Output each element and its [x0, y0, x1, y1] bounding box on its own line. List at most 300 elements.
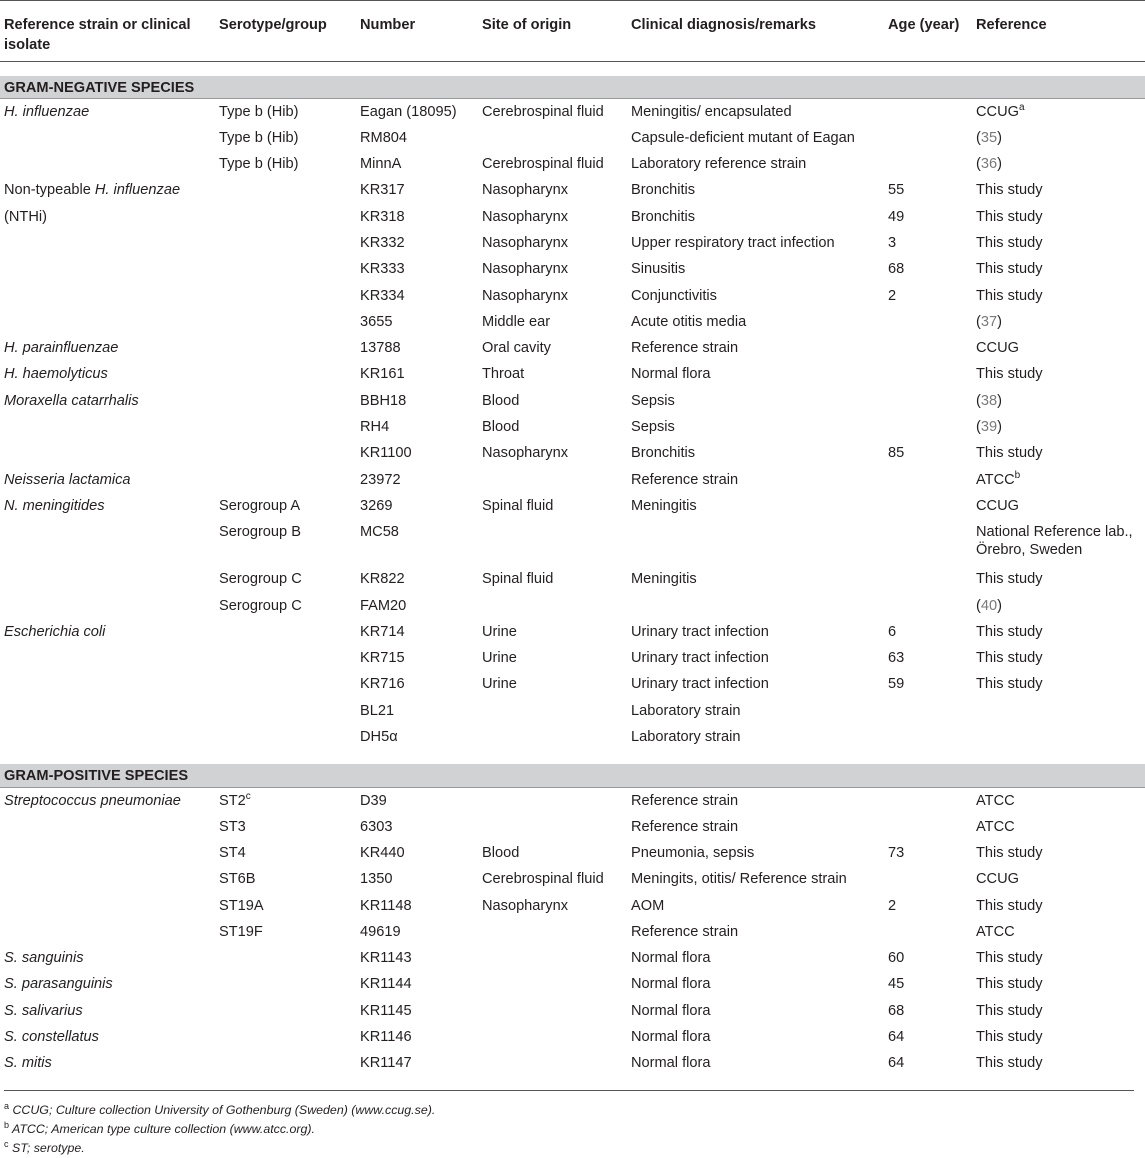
cell-reference	[972, 493, 1145, 519]
cell-site	[478, 919, 627, 945]
reference-text: This study	[976, 1002, 1043, 1019]
cell-site: Spinal fluid	[482, 497, 554, 514]
cell-site: Blood	[482, 419, 520, 436]
table-row	[0, 204, 1145, 230]
cell-number: RH4	[360, 419, 390, 436]
table-row	[0, 787, 1145, 813]
cell-age	[884, 151, 972, 177]
table-row	[0, 671, 1145, 697]
cell-reference	[972, 698, 1145, 724]
cell-age: 60	[888, 950, 905, 967]
cell-diagnosis: Conjunctivitis	[631, 287, 717, 304]
cell-reference	[972, 256, 1145, 282]
table-row	[0, 593, 1145, 619]
serotype-text: Type b (Hib)	[219, 129, 299, 146]
cell-age	[884, 698, 972, 724]
reference-text: This study	[976, 445, 1043, 462]
cell-number: KR333	[360, 261, 405, 278]
footnote-mark: c	[245, 790, 251, 802]
cell-age	[884, 593, 972, 619]
cell-age: 45	[888, 976, 905, 993]
cell-serotype	[215, 945, 356, 971]
serotype-text: Serogroup B	[219, 524, 301, 541]
cell-serotype	[215, 519, 356, 566]
reference-text: ATCC	[976, 923, 1015, 940]
table-row	[0, 971, 1145, 997]
cell-age	[884, 866, 972, 892]
cell-number: 23972	[360, 471, 401, 488]
cell-age: 6	[888, 623, 897, 640]
table-row	[0, 893, 1145, 919]
cell-serotype	[215, 414, 356, 440]
cell-reference	[972, 971, 1145, 997]
cell-serotype	[215, 335, 356, 361]
cell-reference	[972, 998, 1145, 1024]
serotype-text: ST2	[219, 792, 246, 809]
cell-serotype	[215, 309, 356, 335]
serotype-text: ST3	[219, 818, 246, 835]
cell-age: 68	[888, 261, 905, 278]
cell-reference	[972, 671, 1145, 697]
reference-text: This study	[976, 1029, 1043, 1045]
cell-reference: (39)	[976, 419, 1002, 436]
header-site: Site of origin	[478, 1, 627, 62]
cell-number: KR1146	[360, 1029, 412, 1045]
serotype-text: Serogroup A	[219, 497, 301, 514]
cell-age: 55	[888, 182, 905, 199]
cell-diagnosis: Reference strain	[631, 923, 739, 940]
cell-site: Nasopharynx	[482, 897, 568, 914]
cell-diagnosis: Normal flora	[631, 1029, 711, 1045]
table-row	[0, 1050, 1145, 1076]
strain-name: H. influenzae	[94, 182, 181, 199]
cell-reference	[972, 893, 1145, 919]
header-diagnosis: Clinical diagnosis/remarks	[627, 1, 884, 62]
table-row	[0, 125, 1145, 151]
cell-serotype	[215, 998, 356, 1024]
cell-number: KR440	[360, 844, 405, 861]
header-number: Number	[356, 1, 478, 62]
reference-text: This study	[976, 897, 1043, 914]
cell-number: BBH18	[360, 392, 407, 409]
table-row	[0, 177, 1145, 203]
cell-site: Nasopharynx	[482, 208, 568, 225]
cell-site	[478, 971, 627, 997]
strain-name: H. haemolyticus	[4, 366, 108, 383]
cell-age	[884, 99, 972, 125]
cell-number: KR1148	[360, 897, 412, 914]
table-row	[0, 493, 1145, 519]
cell-serotype	[215, 283, 356, 309]
cell-serotype	[215, 177, 356, 203]
footnote	[4, 1139, 1134, 1158]
table-row	[0, 1024, 1145, 1050]
reference-text: CCUG	[976, 871, 1019, 888]
cell-site	[478, 519, 627, 566]
cell-number: 49619	[360, 923, 401, 940]
reference-text: This study	[976, 287, 1043, 304]
table-row	[0, 283, 1145, 309]
table-row	[0, 440, 1145, 466]
cell-diagnosis: Pneumonia, sepsis	[631, 844, 755, 861]
reference-text-line2: Örebro, Sweden	[976, 542, 1083, 559]
table-row	[0, 151, 1145, 177]
cell-strain	[0, 671, 215, 697]
cell-number: KR715	[360, 650, 405, 667]
reference-text: This study	[976, 234, 1043, 251]
cell-number: KR334	[360, 287, 405, 304]
reference-text: This study	[976, 366, 1043, 383]
table-row	[0, 645, 1145, 671]
cell-site: Urine	[482, 650, 517, 667]
cell-number: MC58	[360, 524, 399, 541]
section-row	[0, 76, 1145, 99]
strain-name: H. influenzae	[4, 104, 90, 120]
table-row	[0, 519, 1145, 566]
footnote-text: ATCC; American type culture collection (www.atcc.org).	[9, 1122, 315, 1136]
header-strain: Reference strain or clinical isolate	[0, 1, 215, 62]
strain-name: S. mitis	[4, 1055, 52, 1072]
cell-reference	[972, 1024, 1145, 1050]
reference-link[interactable]: 35	[980, 129, 998, 146]
cell-serotype	[215, 814, 356, 840]
cell-number: 1350	[360, 871, 393, 888]
reference-text: This study	[976, 623, 1043, 640]
cell-strain	[0, 1024, 215, 1050]
cell-serotype	[215, 1050, 356, 1076]
cell-number: 3269	[360, 497, 393, 514]
cell-serotype	[215, 645, 356, 671]
cell-strain	[0, 619, 215, 645]
serotype-text: ST19F	[219, 923, 263, 940]
table-row	[0, 814, 1145, 840]
cell-number: KR317	[360, 182, 405, 199]
cell-strain	[0, 787, 215, 813]
cell-strain	[0, 151, 215, 177]
strain-prefix: Non-typeable	[4, 182, 95, 199]
cell-site	[478, 1024, 627, 1050]
section-spacer	[0, 62, 1145, 76]
cell-reference	[972, 361, 1145, 387]
cell-diagnosis: Normal flora	[631, 366, 711, 383]
cell-number: KR1147	[360, 1055, 412, 1072]
cell-serotype	[215, 388, 356, 414]
footnote	[4, 1101, 1134, 1120]
cell-reference	[972, 519, 1145, 566]
cell-serotype	[215, 919, 356, 945]
cell-serotype	[215, 698, 356, 724]
footnote-mark: b	[4, 1119, 10, 1130]
cell-reference	[972, 204, 1145, 230]
cell-serotype	[215, 893, 356, 919]
reference-text: This study	[976, 208, 1043, 225]
cell-number: KR822	[360, 571, 405, 588]
reference-text: This study	[976, 844, 1043, 861]
cell-number: Eagan (18095)	[360, 104, 457, 120]
cell-reference	[972, 177, 1145, 203]
cell-strain	[0, 919, 215, 945]
header-age: Age (year)	[884, 1, 972, 62]
reference-link[interactable]: 38	[980, 392, 998, 409]
cell-strain	[0, 945, 215, 971]
cell-number: KR332	[360, 234, 405, 251]
cell-reference	[972, 945, 1145, 971]
table-end-spacer	[0, 1077, 1145, 1083]
cell-strain	[0, 177, 215, 203]
cell-strain	[0, 698, 215, 724]
section-spacer	[0, 750, 1145, 764]
footnote	[4, 1120, 1134, 1139]
table-row	[0, 840, 1145, 866]
cell-serotype	[215, 840, 356, 866]
cell-number: KR714	[360, 623, 405, 640]
cell-strain	[0, 814, 215, 840]
cell-site	[478, 467, 627, 493]
reference-text: National Reference lab.,	[976, 524, 1133, 541]
table-row	[0, 335, 1145, 361]
cell-serotype	[215, 593, 356, 619]
cell-site: Nasopharynx	[482, 234, 568, 251]
table-row	[0, 619, 1145, 645]
cell-reference: (36)	[976, 156, 1002, 173]
header-serotype: Serotype/group	[215, 1, 356, 62]
serotype-text: Type b (Hib)	[219, 156, 299, 173]
cell-diagnosis: Capsule-deficient mutant of Eagan	[631, 129, 855, 146]
cell-serotype	[215, 724, 356, 750]
reference-link[interactable]: 36	[980, 156, 998, 173]
cell-site: Blood	[482, 392, 520, 409]
cell-number: KR1145	[360, 1002, 412, 1019]
table-row	[0, 724, 1145, 750]
cell-reference	[972, 619, 1145, 645]
cell-serotype	[215, 619, 356, 645]
cell-age	[884, 414, 972, 440]
cell-strain	[0, 204, 215, 230]
footnote-mark: b	[1014, 469, 1021, 481]
cell-strain	[0, 388, 215, 414]
cell-number: MinnA	[360, 156, 402, 173]
table-row	[0, 866, 1145, 892]
cell-serotype	[215, 151, 356, 177]
cell-number: DH5α	[360, 729, 398, 746]
cell-serotype	[215, 866, 356, 892]
cell-strain	[0, 414, 215, 440]
cell-number: BL21	[360, 702, 395, 719]
cell-age	[884, 467, 972, 493]
footnote-text: CCUG; Culture collection University of Gothenburg (Sweden) (www.ccug.se).	[9, 1103, 436, 1117]
reference-text: This study	[976, 1055, 1043, 1072]
cell-site	[478, 814, 627, 840]
cell-strain	[0, 519, 215, 566]
cell-strain	[0, 230, 215, 256]
cell-age	[884, 493, 972, 519]
cell-reference	[972, 814, 1145, 840]
cell-age: 2	[888, 897, 897, 914]
serotype-text: Serogroup C	[219, 571, 302, 588]
cell-site	[478, 698, 627, 724]
strain-name: S. constellatus	[4, 1029, 99, 1045]
table-row	[0, 919, 1145, 945]
table-row	[0, 566, 1145, 592]
reference-text: CCUG	[976, 497, 1019, 514]
table-row	[0, 361, 1145, 387]
section-row	[0, 764, 1145, 787]
table-row	[0, 230, 1145, 256]
cell-number: KR1144	[360, 976, 412, 993]
cell-site	[478, 125, 627, 151]
cell-age	[884, 361, 972, 387]
cell-diagnosis: Sepsis	[631, 392, 675, 409]
cell-site: Cerebrospinal fluid	[482, 156, 604, 173]
footnote-text: ST; serotype.	[8, 1141, 85, 1155]
cell-site	[478, 1050, 627, 1076]
reference-text: CCUG	[976, 340, 1019, 357]
cell-site: Throat	[482, 366, 525, 383]
cell-serotype	[215, 440, 356, 466]
cell-age: 64	[888, 1055, 905, 1072]
strain-abbrev: (NTHi)	[4, 208, 47, 225]
table-header	[0, 1, 1145, 62]
cell-diagnosis: Meningits, otitis/ Reference strain	[631, 871, 847, 888]
cell-age	[884, 814, 972, 840]
cell-serotype	[215, 125, 356, 151]
cell-strain	[0, 125, 215, 151]
cell-number: KR1100	[360, 445, 412, 462]
table-row	[0, 414, 1145, 440]
cell-serotype	[215, 467, 356, 493]
cell-strain	[0, 866, 215, 892]
cell-reference	[972, 1050, 1145, 1076]
cell-strain	[0, 335, 215, 361]
table-row	[0, 309, 1145, 335]
cell-site: Urine	[482, 676, 517, 693]
cell-reference	[972, 724, 1145, 750]
cell-diagnosis: Urinary tract infection	[631, 676, 769, 693]
cell-age	[884, 335, 972, 361]
reference-text: ATCC	[976, 818, 1015, 835]
cell-diagnosis: Normal flora	[631, 1055, 711, 1072]
cell-strain	[0, 493, 215, 519]
serotype-text: ST19A	[219, 897, 264, 914]
cell-age	[884, 388, 972, 414]
cell-number: 13788	[360, 340, 401, 357]
cell-strain	[0, 309, 215, 335]
cell-age: 49	[888, 208, 905, 225]
cell-age: 68	[888, 1002, 905, 1019]
cell-number: RM804	[360, 129, 408, 146]
cell-age: 73	[888, 844, 905, 861]
cell-diagnosis: Laboratory strain	[631, 729, 741, 746]
reference-text: CCUG	[976, 104, 1019, 120]
cell-diagnosis: AOM	[631, 897, 665, 914]
reference-link[interactable]: 39	[980, 419, 998, 436]
cell-site: Cerebrospinal fluid	[482, 104, 604, 120]
cell-diagnosis	[627, 519, 884, 566]
cell-diagnosis: Laboratory strain	[631, 702, 741, 719]
strain-name: Escherichia coli	[4, 623, 106, 640]
cell-diagnosis: Bronchitis	[631, 182, 696, 199]
table-row	[0, 99, 1145, 125]
cell-site: Urine	[482, 623, 517, 640]
table-row	[0, 388, 1145, 414]
cell-strain	[0, 645, 215, 671]
cell-number: KR161	[360, 366, 405, 383]
cell-strain	[0, 998, 215, 1024]
serotype-text: Type b (Hib)	[219, 104, 299, 120]
reference-text: ATCC	[976, 471, 1015, 488]
cell-strain	[0, 893, 215, 919]
cell-number: KR1143	[360, 950, 412, 967]
footnote-mark: a	[4, 1100, 10, 1111]
cell-serotype	[215, 361, 356, 387]
cell-site: Middle ear	[482, 313, 551, 330]
cell-reference	[972, 787, 1145, 813]
cell-diagnosis: Sinusitis	[631, 261, 686, 278]
reference-link[interactable]: 37	[980, 313, 998, 330]
cell-diagnosis: Urinary tract infection	[631, 623, 769, 640]
table-row	[0, 998, 1145, 1024]
cell-strain	[0, 840, 215, 866]
strain-name: Moraxella catarrhalis	[4, 392, 139, 409]
cell-serotype	[215, 566, 356, 592]
reference-text: This study	[976, 650, 1043, 667]
reference-link[interactable]: 40	[980, 597, 998, 614]
cell-age: 3	[888, 234, 897, 251]
cell-strain	[0, 283, 215, 309]
cell-reference	[972, 919, 1145, 945]
cell-site: Nasopharynx	[482, 287, 568, 304]
cell-site	[478, 945, 627, 971]
cell-age	[884, 787, 972, 813]
table-row	[0, 256, 1145, 282]
cell-site: Nasopharynx	[482, 261, 568, 278]
cell-diagnosis: Meningitis/ encapsulated	[631, 104, 792, 120]
cell-site: Nasopharynx	[482, 182, 568, 199]
cell-diagnosis	[627, 593, 884, 619]
cell-age	[884, 309, 972, 335]
cell-diagnosis: Reference strain	[631, 471, 739, 488]
cell-reference	[972, 440, 1145, 466]
strain-name: Streptococcus pneumoniae	[4, 792, 181, 809]
cell-diagnosis: Reference strain	[631, 340, 739, 357]
table-row	[0, 945, 1145, 971]
cell-age	[884, 919, 972, 945]
strain-name: Neisseria lactamica	[4, 471, 131, 488]
serotype-text: ST4	[219, 844, 246, 861]
reference-text: ATCC	[976, 792, 1015, 809]
cell-strain	[0, 971, 215, 997]
cell-age	[884, 566, 972, 592]
strain-name: H. parainfluenzae	[4, 340, 119, 357]
cell-diagnosis: Reference strain	[631, 818, 739, 835]
serotype-text: Serogroup C	[219, 597, 302, 614]
cell-number: KR716	[360, 676, 405, 693]
cell-number: FAM20	[360, 597, 407, 614]
cell-site: Oral cavity	[482, 340, 551, 357]
cell-diagnosis: Normal flora	[631, 976, 711, 993]
cell-age	[884, 519, 972, 566]
section-title: GRAM-NEGATIVE SPECIES	[0, 76, 1145, 99]
cell-strain	[0, 724, 215, 750]
table-body	[0, 62, 1145, 1083]
cell-diagnosis: Upper respiratory tract infection	[631, 234, 835, 251]
cell-reference: (38)	[976, 392, 1002, 409]
footnotes	[4, 1090, 1134, 1158]
section-title: GRAM-POSITIVE SPECIES	[0, 764, 1145, 787]
cell-number: KR318	[360, 208, 405, 225]
cell-reference	[972, 230, 1145, 256]
cell-diagnosis: Sepsis	[631, 419, 675, 436]
